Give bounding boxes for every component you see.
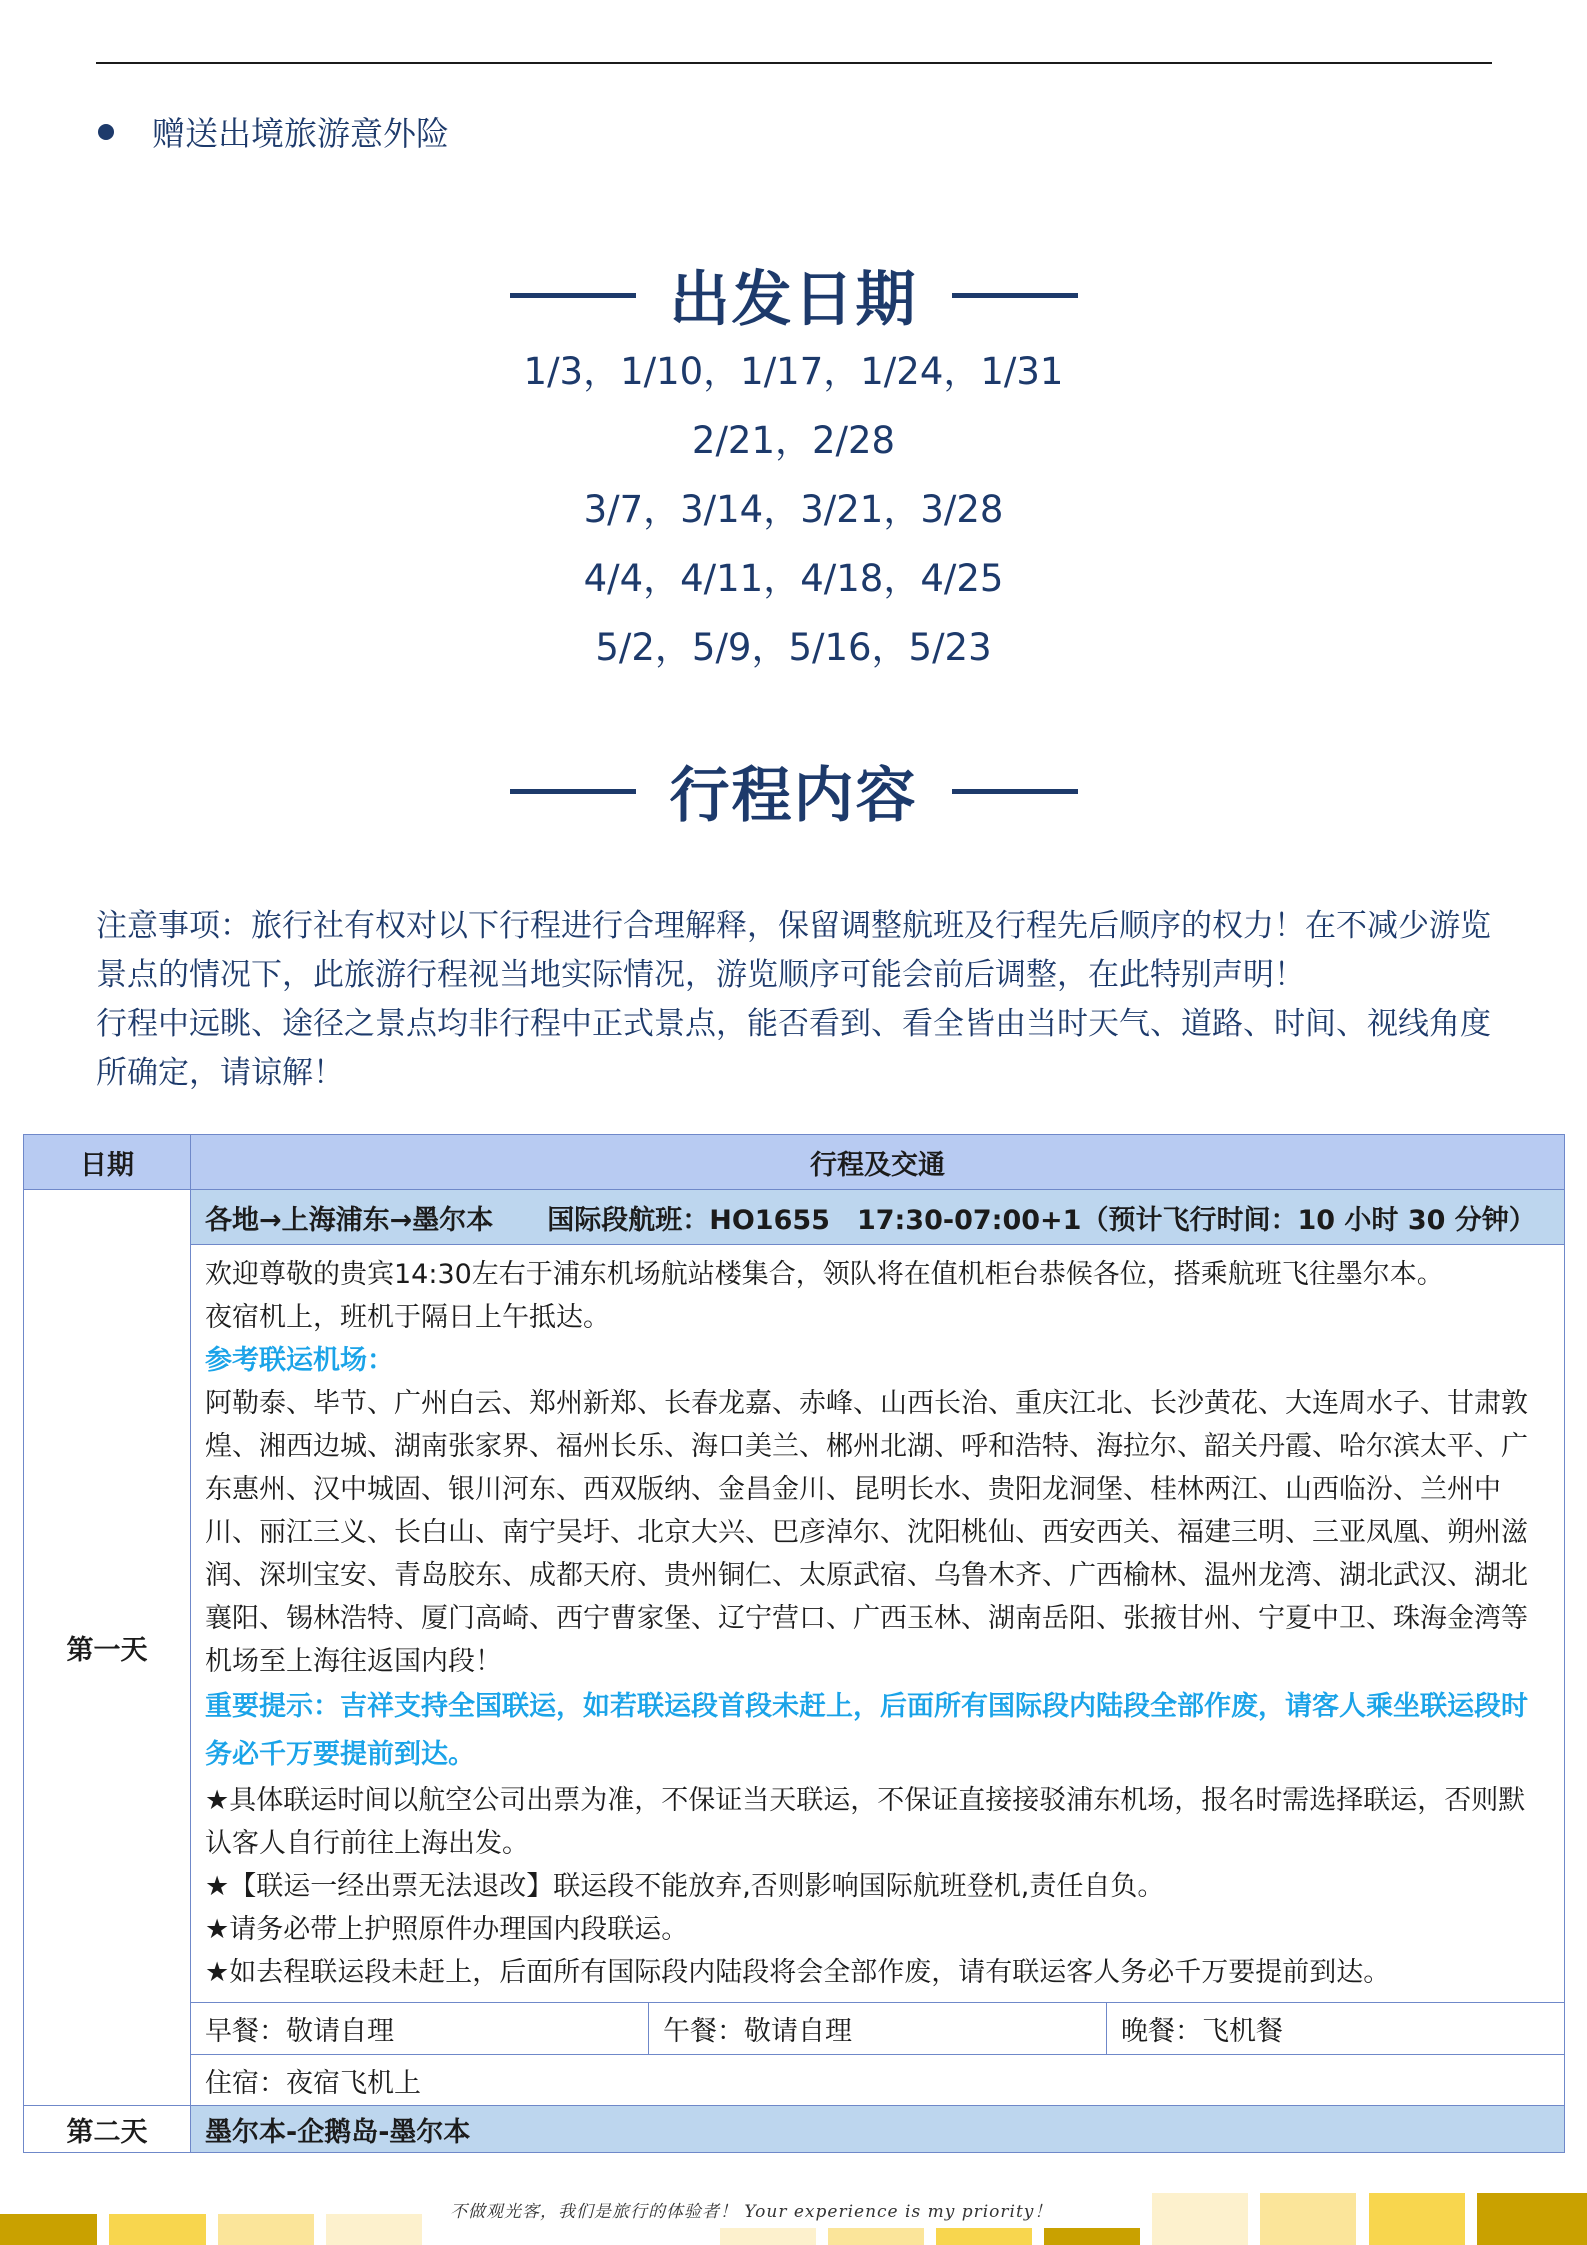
- breakfast: 早餐：敬请自理: [205, 2016, 394, 2047]
- header-route: 行程及交通: [191, 1135, 1565, 1190]
- day1-paragraph: 夜宿机上，班机于隔日上午抵达。: [205, 1302, 610, 1333]
- footer-block: [1477, 2193, 1587, 2245]
- important-notice: 重要提示：吉祥支持全国联运，如若联运段首段未赶上，后面所有国际段内陆段全部作废，请客人乘坐联运段时务必千万要提前到达。: [205, 1691, 1528, 1770]
- departure-dates: [0, 342, 1587, 687]
- itinerary-heading: [0, 748, 1587, 834]
- day1-body: [191, 1245, 1564, 2002]
- itinerary-table: [23, 1134, 1565, 2153]
- date-line: 1/3，1/10，1/17，1/24，1/31: [523, 350, 1064, 393]
- airports-title: 参考联运机场：: [205, 1345, 394, 1376]
- date-line: 5/2，5/9，5/16，5/23: [595, 626, 992, 669]
- footer-block: [1369, 2193, 1465, 2245]
- day1-label: 第一天: [24, 1190, 191, 2106]
- footer-block: [326, 2214, 422, 2245]
- departure-heading: [0, 252, 1587, 338]
- header-date: 日期: [24, 1135, 191, 1190]
- bullet-item: [98, 108, 449, 155]
- table-row: [24, 2106, 1565, 2153]
- accommodation: 住宿：夜宿飞机上: [191, 2054, 1564, 2105]
- day2-route: 墨尔本-企鹅岛-墨尔本: [191, 2106, 1565, 2153]
- date-line: 4/4，4/11，4/18，4/25: [583, 557, 1004, 600]
- departure-title: 出发日期: [669, 265, 918, 335]
- top-rule: [96, 62, 1492, 64]
- note-item: ★请务必带上护照原件办理国内段联运。: [205, 1914, 689, 1945]
- day2-label: 第二天: [24, 2106, 191, 2153]
- footer-block: [109, 2214, 206, 2245]
- note-item: ★如去程联运段未赶上，后面所有国际段内陆段将会全部作废，请有联运客人务必千万要提前到达。: [205, 1957, 1391, 1988]
- lunch: 午餐：敬请自理: [648, 2003, 1106, 2054]
- footer-block: [1152, 2193, 1248, 2245]
- note-item: ★具体联运时间以航空公司出票为准，不保证当天联运，不保证直接接驳浦东机场，报名时需选择联运，否则默认客人自行前往上海出发。: [205, 1785, 1526, 1859]
- footer-slogan: 不做观光客，我们是旅行的体验者！ Your experience is my priority！: [450, 2202, 1053, 2222]
- footer-block: [936, 2228, 1032, 2245]
- date-line: 3/7，3/14，3/21，3/28: [583, 488, 1004, 531]
- heading-rule-right: [952, 293, 1078, 298]
- day1-route: 各地→上海浦东→墨尔本 国际段航班：HO1655 17:30-07:00+1（预计飞行时间：10 小时 30 分钟）: [191, 1190, 1565, 1245]
- notice-block: [96, 902, 1496, 1098]
- bullet-dot-icon: [98, 124, 114, 140]
- table-row: [24, 1245, 1565, 2106]
- footer-block: [218, 2214, 314, 2245]
- heading-rule-right: [952, 789, 1078, 794]
- table-row: [24, 1190, 1565, 1245]
- day1-paragraph: 欢迎尊敬的贵宾14:30左右于浦东机场航站楼集合，领队将在值机柜台恭候各位，搭乘航班飞往墨尔本。: [205, 1259, 1444, 1290]
- footer-block: [1260, 2193, 1356, 2245]
- date-line: 2/21，2/28: [691, 419, 896, 462]
- airports-list: 阿勒泰、毕节、广州白云、郑州新郑、长春龙嘉、赤峰、山西长治、重庆江北、长沙黄花、大连周水子、甘肃敦煌、湘西边城、湖南张家界、福州长乐、海口美兰、郴州北湖、呼和浩特、海拉尔、韶关丹霞、哈尔滨太平、广东惠州、汉中城固、银川河东、西双版纳、金昌金川、昆明长水、贵阳龙洞堡、桂林两江、山西临汾、兰州中川、丽江三义、长白山、南宁吴圩、北京大兴、巴彦淖尔、沈阳桃仙、西安西关、福建三明、三亚凤凰、朔州滋润、深圳宝安、青岛胶东、成都天府、贵州铜仁、太原武宿、乌鲁木齐、广西榆林、温州龙湾、湖北武汉、湖北襄阳、锡林浩特、厦门高崎、西宁曹家堡、辽宁营口、广西玉林、湖南岳阳、张掖甘州、宁夏中卫、珠海金湾等机场至上海往返国内段！: [205, 1388, 1528, 1677]
- bullet-text: 赠送出境旅游意外险: [152, 114, 449, 153]
- note-item: ★【联运一经出票无法退改】联运段不能放弃,否则影响国际航班登机,责任自负。: [205, 1871, 1165, 1902]
- meals-row: [191, 2002, 1564, 2054]
- notice-paragraph: 注意事项：旅行社有权对以下行程进行合理解释，保留调整航班及行程先后顺序的权力！在不减少游览景点的情况下，此旅游行程视当地实际情况，游览顺序可能会前后调整，在此特别声明！: [96, 908, 1491, 993]
- footer-block: [828, 2228, 924, 2245]
- footer-block: [0, 2214, 97, 2245]
- table-header-row: [24, 1135, 1565, 1190]
- footer-block: [1044, 2228, 1140, 2245]
- itinerary-title: 行程内容: [669, 761, 918, 831]
- dinner: 晚餐：飞机餐: [1106, 2003, 1564, 2054]
- day1-details: [191, 1245, 1565, 2106]
- heading-rule-left: [510, 789, 636, 794]
- notice-paragraph: 行程中远眺、途径之景点均非行程中正式景点，能否看到、看全皆由当时天气、道路、时间、视线角度所确定，请谅解！: [96, 1006, 1491, 1091]
- footer-block: [720, 2228, 816, 2245]
- heading-rule-left: [510, 293, 636, 298]
